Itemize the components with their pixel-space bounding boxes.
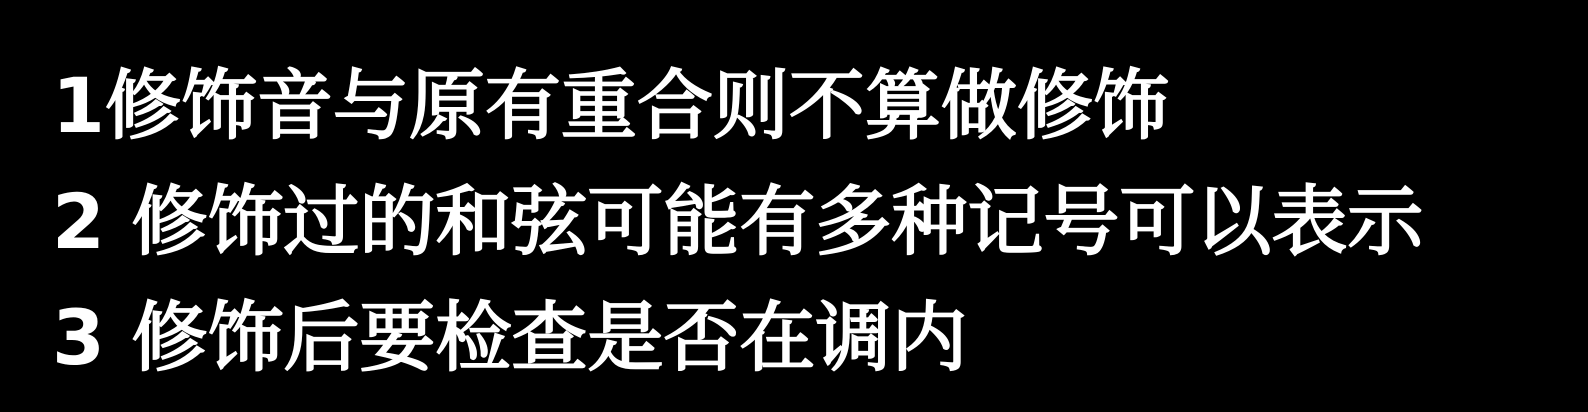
note-line-1: 1修饰音与原有重合则不算做修饰 [52,61,1169,150]
note-line-2: 2 修饰过的和弦可能有多种记号可以表示 [52,177,1424,266]
note-line-3: 3 修饰后要检查是否在调内 [52,293,968,382]
